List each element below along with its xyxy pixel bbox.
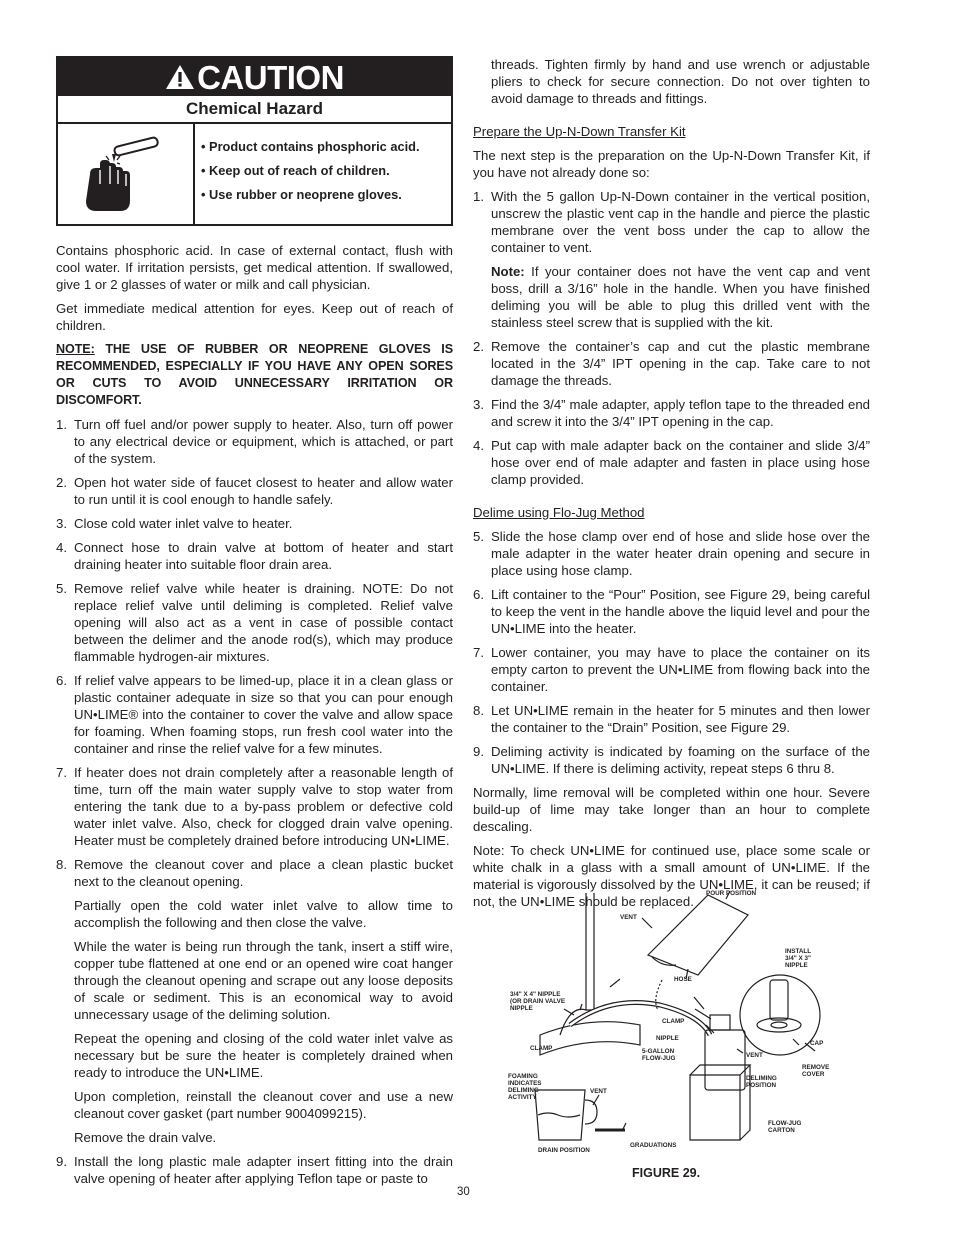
list-item	[56, 539, 453, 573]
gloves-note	[56, 341, 453, 409]
step-text: Connect hose to drain valve at bottom of heater and start draining heater into suitable floor drain area.	[74, 540, 453, 572]
list-item	[56, 416, 453, 467]
flow-jug-carton	[690, 1065, 750, 1140]
step-number: 2.	[473, 339, 484, 354]
step-text: Install the long plastic male adapter insert fitting into the drain valve opening of heater after applying Teflon tape or paste to	[74, 1154, 453, 1186]
step-text: Remove the cleanout cover and place a clean plastic bucket next to the cleanout opening.	[74, 857, 453, 889]
list-item	[56, 474, 453, 508]
list-item	[56, 764, 453, 849]
figure-29-illustration	[500, 885, 845, 1155]
hazard-list	[195, 124, 420, 224]
caution-header	[58, 58, 451, 96]
list-item	[56, 515, 453, 532]
fig-label: CAP	[810, 1040, 824, 1047]
water-heater-bottom	[540, 1022, 640, 1055]
fig-label: INDICATES	[508, 1080, 542, 1087]
step-text: Remove relief valve while heater is draining. NOTE: Do not replace relief valve until deliming is completed. Relief valve opening will also act as a vent in case of possible contact between the delimer and the anode rod(s), which may produce flammable hydrogen-air mixtures.	[74, 581, 453, 664]
list-item	[473, 743, 870, 777]
step-text: Slide the hose clamp over end of hose and slide hose over the male adapter in the water heater drain opening and secure in place using hose clamp.	[491, 529, 870, 578]
step-paragraph: Upon completion, reinstall the cleanout cover and use a new cleanout cover gasket (part number 9004099215).	[74, 1089, 453, 1121]
fig-label: 3/4" X 3"	[785, 955, 811, 962]
kit-note-text: If your container does not have the vent cap and vent boss, drill a 3/16” hole in the handle. When you have finished deliming you will be able to plug this drilled vent with the stainless steel screw that is supplied with the kit.	[491, 264, 870, 330]
step-text: If heater does not drain completely after a reasonable length of time, turn off the main water supply valve to stop water from entering the tank due to a by-pass problem or defective cold water inlet valve. Also, check for clogged drain valve opening. Heater must be completely drained before introducing UN•LIME.	[74, 765, 453, 848]
fig-label: CLAMP	[662, 1018, 685, 1025]
step-number: 7.	[473, 645, 484, 660]
fig-label: VENT	[746, 1052, 763, 1059]
check-unlime-paragraph: Note: To check UN•LIME for continued use, place some scale or white chalk in a glass with a small amount of UN•LIME. If the material is vigorously dissolved by the UN•LIME, it can be reused; if not, the UN•LIME should be replaced.	[473, 843, 870, 909]
flow-jug	[705, 1030, 745, 1090]
fig-label: 5-GALLON	[642, 1048, 675, 1055]
list-item	[473, 188, 870, 331]
list-item	[473, 586, 870, 637]
step-text: Turn off fuel and/or power supply to heater. Also, turn off power to any electrical device or equipment, which is attached, or part of the system.	[74, 417, 453, 466]
water-heater-pipe	[586, 893, 594, 1010]
fig-label: CARTON	[768, 1127, 795, 1134]
fig-label: POUR POSITION	[706, 890, 757, 897]
right-column	[473, 56, 870, 917]
fig-label: NIPPLE	[785, 962, 808, 969]
step-number: 2.	[56, 475, 67, 490]
list-item	[473, 528, 870, 579]
list-item	[473, 644, 870, 695]
kit-steps	[473, 188, 870, 488]
fig-label: 3/4" X 4" NIPPLE	[510, 991, 561, 998]
detail-circle	[740, 975, 820, 1055]
fig-label: HOSE	[674, 976, 692, 983]
hazard-item: • Use rubber or neoprene gloves.	[201, 187, 402, 202]
list-item	[473, 437, 870, 488]
figure-caption: FIGURE 29.	[632, 1166, 701, 1180]
fig-label: FOAMING	[508, 1073, 538, 1080]
fig-label: REMOVE	[802, 1064, 830, 1071]
fig-label: CLAMP	[530, 1045, 553, 1052]
step-number: 3.	[56, 516, 67, 531]
kit-note	[491, 263, 870, 331]
list-item	[56, 672, 453, 757]
step-text: Let UN•LIME remain in the heater for 5 minutes and then lower the container to the “Drain” Position, see Figure 29.	[491, 703, 870, 735]
step-text: Lower container, you may have to place the container on its empty carton to prevent the UN•LIME from flowing back into the container.	[491, 645, 870, 694]
hazard-subtitle: Chemical Hazard	[58, 96, 451, 124]
fig-label: ACTIVITY	[508, 1094, 537, 1101]
step-text: If relief valve appears to be limed-up, place it in a clean glass or plastic container adequate in size so that you can pour enough UN•LIME® into the container to cover the valve and allow space for foaming. When foaming stops, run fresh cool water into the container and rinse the relief valve for a few minutes.	[74, 673, 453, 756]
section-heading-transfer-kit: Prepare the Up-N-Down Transfer Kit	[473, 124, 686, 139]
drain-bucket	[535, 1090, 585, 1140]
step-text: Close cold water inlet valve to heater.	[74, 516, 293, 531]
caution-title: CAUTION	[197, 58, 344, 96]
fig-label: DELIMING	[746, 1075, 777, 1082]
step-text: With the 5 gallon Up-N-Down container in the vertical position, unscrew the plastic vent cap in the handle and pierce the plastic membrane over the vent boss under the cap to allow the container to vent.	[491, 189, 870, 255]
step-number: 5.	[473, 529, 484, 544]
step-paragraph: While the water is being run through the tank, insert a stiff wire, copper tube flattened at one end or an opened wire coat hanger through the cleanout opening and scrape out any loose deposits of scale or sediment. This is an economical way to avoid unnecessary usage of the deliming solution.	[74, 939, 453, 1022]
fig-label: FLOW-JUG	[642, 1055, 676, 1062]
intro-paragraph: The next step is the preparation on the Up-N-Down Transfer Kit, if you have not already done so:	[473, 148, 870, 180]
fig-label: INSTALL	[785, 948, 812, 955]
hazard-item: • Keep out of reach of children.	[201, 163, 390, 178]
hazard-body	[58, 124, 451, 224]
fig-label: GRADUATIONS	[630, 1142, 677, 1149]
fig-label: DELIMING	[508, 1087, 539, 1094]
step-number: 6.	[473, 587, 484, 602]
step-number: 3.	[473, 397, 484, 412]
fig-label: FLOW-JUG	[768, 1120, 802, 1127]
step-number: 1.	[56, 417, 67, 432]
step-text: Lift container to the “Pour” Position, see Figure 29, being careful to keep the vent in the handle above the liquid level and pour the UN•LIME into the heater.	[491, 587, 870, 636]
step-paragraph: Partially open the cold water inlet valve to allow time to accomplish the following and then close the valve.	[74, 898, 453, 930]
step-number: 1.	[473, 189, 484, 204]
step-number: 6.	[56, 673, 67, 688]
caution-box	[56, 56, 453, 226]
step-number: 8.	[56, 857, 67, 872]
list-item	[473, 338, 870, 389]
step-paragraph: Remove the drain valve.	[74, 1130, 217, 1145]
normal-removal-paragraph: Normally, lime removal will be completed within one hour. Severe build-up of lime may take longer than an hour to complete descaling.	[473, 785, 870, 834]
warning-triangle-icon	[165, 63, 195, 91]
note-label: NOTE:	[56, 342, 95, 356]
corrosive-hand-icon	[58, 124, 195, 224]
delime-steps	[473, 528, 870, 777]
fig-label: NIPPLE	[510, 1005, 533, 1012]
fig-label: DRAIN POSITION	[538, 1147, 590, 1154]
step-text: Deliming activity is indicated by foaming on the surface of the UN•LIME. If there is deliming activity, repeat steps 6 thru 8.	[491, 744, 870, 776]
step-text: Open hot water side of faucet closest to heater and allow water to run until it is cool enough to handle safely.	[74, 475, 453, 507]
section-heading-delime: Delime using Flo-Jug Method	[473, 505, 645, 520]
list-item	[56, 856, 453, 1146]
page-number: 30	[457, 1186, 470, 1198]
first-aid-paragraph: Contains phosphoric acid. In case of external contact, flush with cool water. If irritation persists, get medical attention. If swallowed, give 1 or 2 glasses of water or milk and call physician.	[56, 243, 453, 292]
fig-label: COVER	[802, 1071, 825, 1078]
fig-label: NIPPLE	[656, 1035, 679, 1042]
continued-paragraph: threads. Tighten firmly by hand and use wrench or adjustable pliers to check for secure connection. Do not over tighten to avoid damage to threads and fittings.	[491, 57, 870, 106]
hazard-item: • Product contains phosphoric acid.	[201, 139, 420, 154]
list-item	[56, 1153, 453, 1187]
step-text: Put cap with male adapter back on the container and slide 3/4” hose over end of male adapter and fasten in place using hose clamp provided.	[491, 438, 870, 487]
fig-label: POSITION	[746, 1082, 777, 1089]
step-paragraph: Repeat the opening and closing of the cold water inlet valve as necessary but be sure the heater is completely drained when ready to introduce the UN•LIME.	[74, 1031, 453, 1080]
step-text: Find the 3/4” male adapter, apply teflon tape to the threaded end and screw it into the 3/4” IPT opening in the cap.	[491, 397, 870, 429]
list-item	[473, 702, 870, 736]
medical-paragraph: Get immediate medical attention for eyes. Keep out of reach of children.	[56, 301, 453, 333]
step-text: Remove the container’s cap and cut the plastic membrane located in the 3/4” IPT opening in the cap. Take care to not damage the threads.	[491, 339, 870, 388]
step-number: 7.	[56, 765, 67, 780]
drain-steps	[56, 416, 453, 1187]
step-number: 4.	[473, 438, 484, 453]
fig-label: VENT	[590, 1088, 607, 1095]
step-number: 9.	[56, 1154, 67, 1169]
note-text: THE USE OF RUBBER OR NEOPRENE GLOVES IS RECOMMENDED, ESPECIALLY IF YOU HAVE ANY OPEN SORES OR CUTS TO AVOID UNNECESSARY IRRITATION OR DISCOMFORT.	[56, 342, 453, 407]
kit-note-label: Note:	[491, 264, 525, 279]
list-item	[56, 580, 453, 665]
list-item	[473, 396, 870, 430]
pour-container	[648, 895, 748, 975]
left-column	[56, 56, 453, 1194]
step-number: 4.	[56, 540, 67, 555]
fig-label: (OR DRAIN VALVE	[510, 998, 566, 1005]
step-number: 9.	[473, 744, 484, 759]
fig-label: VENT	[620, 914, 637, 921]
step-number: 5.	[56, 581, 67, 596]
step-number: 8.	[473, 703, 484, 718]
